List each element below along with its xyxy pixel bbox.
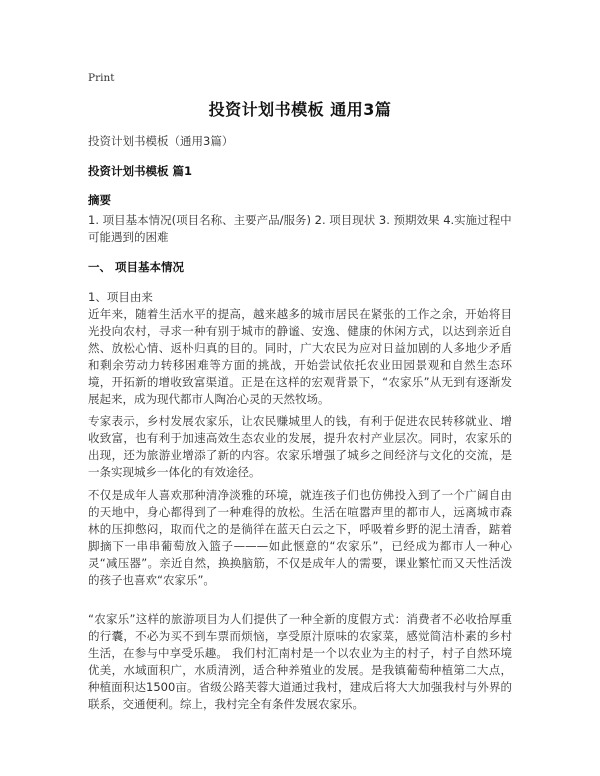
print-label[interactable]: Print [88, 72, 115, 84]
part-heading: 投资计划书模板 篇1 [88, 164, 193, 178]
paragraph: 不仅是成年人喜欢那种清净淡雅的环境，就连孩子们也仿佛投入到了一个广阔自由的天地中，身心都得到了一种难得的放松。生活在喧嚣声里的都市人，远离城市森林的压抑憋闷，取而代之的是徜徉在蓝天白云之下，呼吸着乡野的泥土清香，踮着脚摘下一串串葡萄放入篮子———如此惬意的“农家乐”，已经成为都市人一种心灵“减压器”。亲近自然，换换脑筋，不仅是成年人的需要，课业繁忙而又天性活泼的孩子也喜欢“农家乐”。 [88, 488, 512, 587]
paragraph: 近年来，随着生活水平的提高，越来越多的城市居民在紧张的工作之余，开始将目光投向农村，寻求一种有别于城市的静谧、安逸、健康的休闲方式，以达到亲近自然、放松心情、返朴归真的目的。同时，广大农民为应对日益加剧的人多地少矛盾和剩余劳动力转移困难等方面的挑战，开始尝试依托农业田园景观和自然生态环境，开拓新的增收致富渠道。正是在这样的宏观背景下，“农家乐”从无到有逐渐发展起来，成为现代都市人陶冶心灵的天然牧场。 [88, 307, 512, 406]
document-subtitle: 投资计划书模板（通用3篇） [88, 134, 234, 148]
abstract-heading: 摘要 [88, 193, 111, 207]
document-title: 投资计划书模板 通用3篇 [208, 100, 392, 119]
paragraph: “农家乐”这样的旅游项目为人们提供了一种全新的度假方式：消费者不必收拾厚重的行囊，不必为买不到车票而烦恼，享受原汁原味的农家菜，感觉简洁朴素的乡村生活，在参与中享受乐趣。 我们村汇南村是一个以农业为主的村子，村子自然环境优美，水域面积广，水质清洌，适合种养殖业的发展。是我镇葡萄种植第二大点，种植面积达1500亩。省级公路芙蓉大道通过我村，建成后将大大加强我村与外界的联系，交通便利。综上，我村完全有条件发展农家乐。 [88, 612, 512, 711]
paragraph: 专家表示，乡村发展农家乐，让农民赚城里人的钱，有利于促进农民转移就业、增收致富，也有利于加速高效生态农业的发展，提升农村产业层次。同时，农家乐的出现，还为旅游业增添了新的内容。农家乐增强了城乡之间经济与文化的交流，是一条实现城乡一体化的有效途径。 [88, 414, 512, 479]
abstract-text: 1. 项目基本情况(项目名称、主要产品/服务) 2. 项目现状 3. 预期效果 4.实施过程中可能遇到的困难 [88, 213, 512, 244]
section-heading: 一、 项目基本情况 [88, 260, 185, 274]
subsection-heading: 1、项目由来 [88, 290, 153, 304]
